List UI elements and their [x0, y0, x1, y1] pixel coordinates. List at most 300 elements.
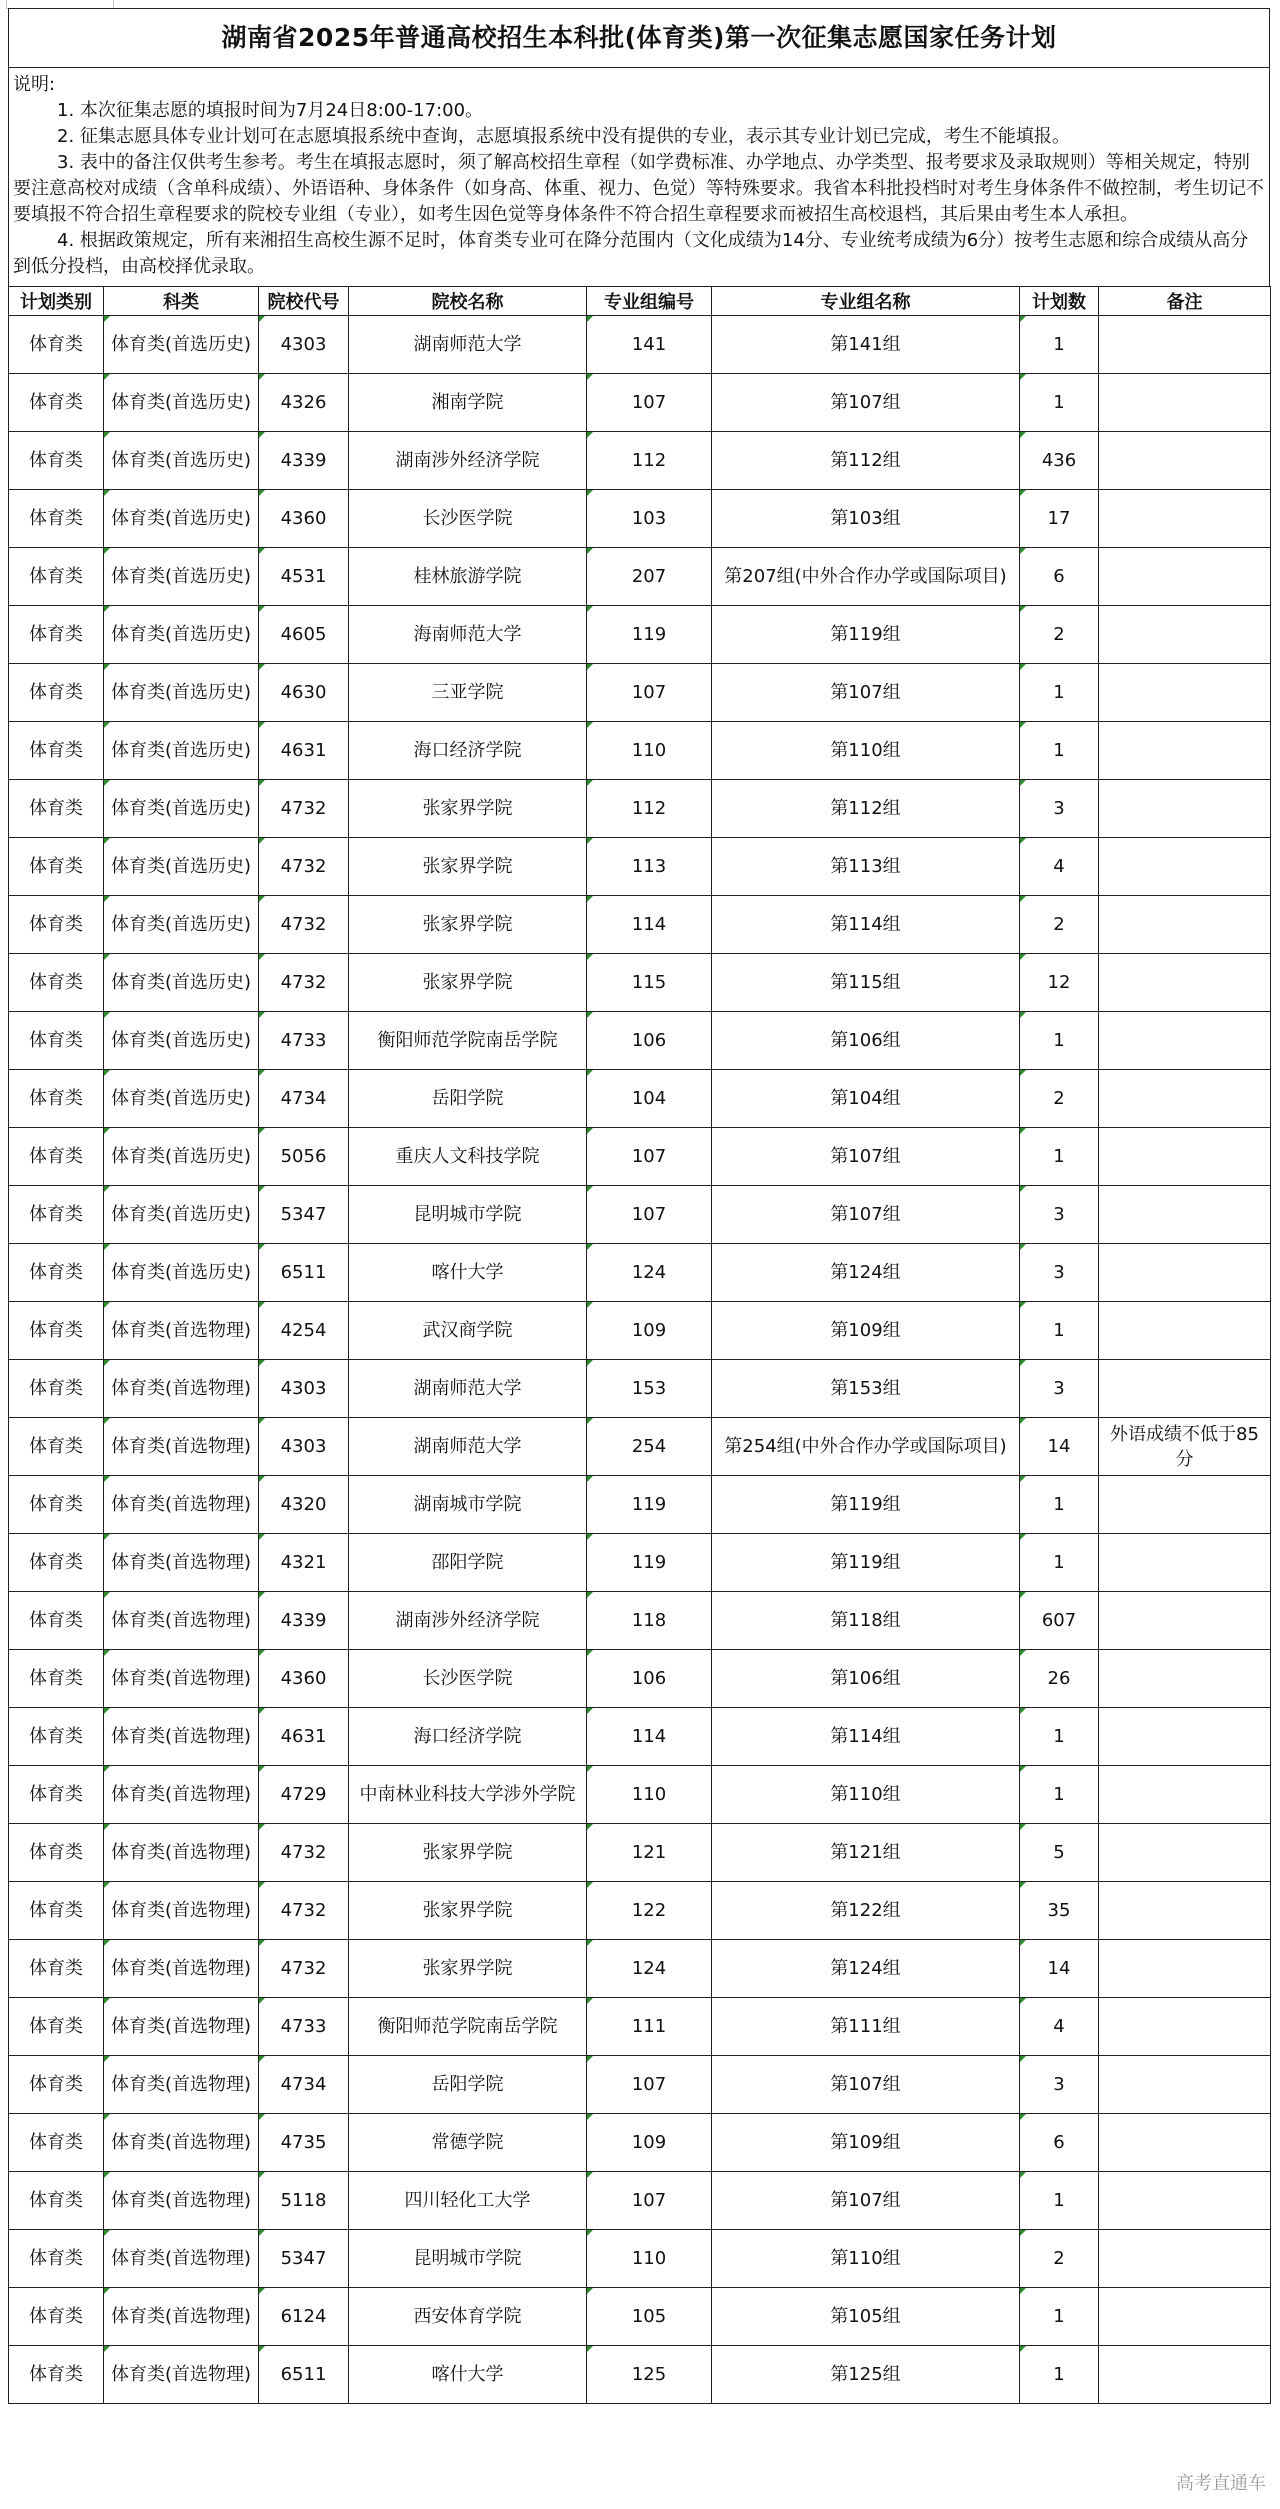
cell-group-name: 第107组: [712, 664, 1020, 722]
cell-plan-category: 体育类: [9, 1998, 104, 2056]
page-title: 湖南省2025年普通高校招生本科批(体育类)第一次征集志愿国家任务计划: [8, 8, 1270, 67]
table-row: [9, 1418, 1271, 1476]
cell-plan-count: 1: [1020, 2172, 1099, 2230]
cell-group-number: 112: [587, 780, 712, 838]
table-row: [9, 432, 1271, 490]
cell-subject-type: 体育类(首选历史): [104, 548, 259, 606]
notes-heading: 说明:: [13, 74, 56, 95]
cell-group-number: 110: [587, 1766, 712, 1824]
cell-plan-count: 4: [1020, 838, 1099, 896]
cell-school-name: 长沙医学院: [349, 490, 587, 548]
cell-plan-category: 体育类: [9, 1302, 104, 1360]
cell-remarks: [1099, 1012, 1271, 1070]
cell-plan-count: 1: [1020, 722, 1099, 780]
cell-remarks: [1099, 2288, 1271, 2346]
cell-subject-type: 体育类(首选历史): [104, 664, 259, 722]
table-row: [9, 2172, 1271, 2230]
cell-group-number: 125: [587, 2346, 712, 2404]
cell-group-name: 第124组: [712, 1940, 1020, 1998]
cell-subject-type: 体育类(首选物理): [104, 2056, 259, 2114]
cell-school-code: 5347: [259, 2230, 349, 2288]
cell-remarks: [1099, 1360, 1271, 1418]
table-row: [9, 1302, 1271, 1360]
cell-subject-type: 体育类(首选物理): [104, 1418, 259, 1476]
cell-plan-category: 体育类: [9, 1244, 104, 1302]
cell-plan-category: 体育类: [9, 1418, 104, 1476]
cell-plan-count: 1: [1020, 1766, 1099, 1824]
header-plan-category: 计划类别: [9, 287, 104, 316]
cell-school-code: 4631: [259, 1708, 349, 1766]
cell-group-number: 121: [587, 1824, 712, 1882]
cell-subject-type: 体育类(首选历史): [104, 1128, 259, 1186]
cell-subject-type: 体育类(首选物理): [104, 1476, 259, 1534]
cell-plan-category: 体育类: [9, 1766, 104, 1824]
cell-group-number: 106: [587, 1650, 712, 1708]
cell-school-name: 湖南涉外经济学院: [349, 1592, 587, 1650]
cell-school-name: 张家界学院: [349, 838, 587, 896]
cell-school-code: 4732: [259, 1940, 349, 1998]
cell-school-code: 5056: [259, 1128, 349, 1186]
cell-group-name: 第106组: [712, 1650, 1020, 1708]
cell-school-code: 4734: [259, 2056, 349, 2114]
cell-remarks: [1099, 1534, 1271, 1592]
cell-school-code: 6511: [259, 2346, 349, 2404]
cell-plan-category: 体育类: [9, 1882, 104, 1940]
cell-school-name: 湖南城市学院: [349, 1476, 587, 1534]
table-row: [9, 2346, 1271, 2404]
cell-group-number: 119: [587, 1534, 712, 1592]
note-item: 2. 征集志愿具体专业计划可在志愿填报系统中查询，志愿填报系统中没有提供的专业，表示其专业计划已完成，考生不能填报。: [57, 126, 1070, 147]
cell-school-name: 张家界学院: [349, 780, 587, 838]
cell-school-code: 4732: [259, 896, 349, 954]
cell-subject-type: 体育类(首选历史): [104, 1012, 259, 1070]
cell-school-code: 4732: [259, 954, 349, 1012]
cell-school-name: 岳阳学院: [349, 2056, 587, 2114]
cell-group-name: 第106组: [712, 1012, 1020, 1070]
cell-school-name: 三亚学院: [349, 664, 587, 722]
cell-group-number: 110: [587, 722, 712, 780]
cell-plan-count: 2: [1020, 1070, 1099, 1128]
cell-subject-type: 体育类(首选物理): [104, 2172, 259, 2230]
cell-group-name: 第254组(中外合作办学或国际项目): [712, 1418, 1020, 1476]
cell-group-number: 109: [587, 1302, 712, 1360]
cell-plan-count: 2: [1020, 896, 1099, 954]
notes-section: [8, 67, 1270, 286]
cell-plan-count: 14: [1020, 1418, 1099, 1476]
cell-remarks: [1099, 664, 1271, 722]
cell-subject-type: 体育类(首选历史): [104, 490, 259, 548]
cell-group-name: 第124组: [712, 1244, 1020, 1302]
cell-plan-category: 体育类: [9, 1534, 104, 1592]
cell-group-number: 107: [587, 374, 712, 432]
cell-subject-type: 体育类(首选物理): [104, 2230, 259, 2288]
cell-plan-count: 1: [1020, 1128, 1099, 1186]
cell-group-name: 第119组: [712, 606, 1020, 664]
cell-plan-category: 体育类: [9, 1070, 104, 1128]
cell-school-code: 4531: [259, 548, 349, 606]
table-row: [9, 1766, 1271, 1824]
cell-school-name: 张家界学院: [349, 896, 587, 954]
cell-group-name: 第107组: [712, 1128, 1020, 1186]
cell-school-code: 4320: [259, 1476, 349, 1534]
cell-school-code: 5118: [259, 2172, 349, 2230]
cell-plan-count: 26: [1020, 1650, 1099, 1708]
watermark: 高考直通车: [1176, 2473, 1266, 2494]
cell-group-name: 第107组: [712, 374, 1020, 432]
cell-plan-count: 1: [1020, 664, 1099, 722]
cell-group-name: 第115组: [712, 954, 1020, 1012]
cell-plan-category: 体育类: [9, 1360, 104, 1418]
cell-school-code: 6124: [259, 2288, 349, 2346]
cell-school-code: 5347: [259, 1186, 349, 1244]
cell-school-code: 4732: [259, 1824, 349, 1882]
cell-subject-type: 体育类(首选历史): [104, 838, 259, 896]
cell-remarks: [1099, 1186, 1271, 1244]
cell-school-name: 中南林业科技大学涉外学院: [349, 1766, 587, 1824]
cell-plan-count: 436: [1020, 432, 1099, 490]
cell-remarks: [1099, 780, 1271, 838]
cell-school-name: 海南师范大学: [349, 606, 587, 664]
cell-school-code: 4732: [259, 780, 349, 838]
cell-group-name: 第109组: [712, 2114, 1020, 2172]
cell-group-name: 第153组: [712, 1360, 1020, 1418]
cell-school-code: 4360: [259, 490, 349, 548]
cell-school-code: 4303: [259, 1360, 349, 1418]
cell-subject-type: 体育类(首选物理): [104, 2114, 259, 2172]
table-row: [9, 722, 1271, 780]
cell-group-number: 107: [587, 664, 712, 722]
plan-document: [8, 8, 1270, 2404]
cell-group-number: 104: [587, 1070, 712, 1128]
cell-remarks: [1099, 1302, 1271, 1360]
cell-plan-count: 1: [1020, 1476, 1099, 1534]
cell-group-number: 110: [587, 2230, 712, 2288]
cell-plan-count: 6: [1020, 2114, 1099, 2172]
table-body: [9, 316, 1271, 2404]
cell-plan-category: 体育类: [9, 722, 104, 780]
table-row: [9, 1360, 1271, 1418]
cell-group-number: 122: [587, 1882, 712, 1940]
cell-group-name: 第112组: [712, 432, 1020, 490]
table-row: [9, 838, 1271, 896]
cell-group-name: 第125组: [712, 2346, 1020, 2404]
cell-plan-count: 1: [1020, 374, 1099, 432]
table-row: [9, 2056, 1271, 2114]
cell-remarks: [1099, 1128, 1271, 1186]
header-plan-count: 计划数: [1020, 287, 1099, 316]
cell-remarks: [1099, 2230, 1271, 2288]
cell-school-name: 衡阳师范学院南岳学院: [349, 1998, 587, 2056]
cell-school-code: 4254: [259, 1302, 349, 1360]
cell-remarks: [1099, 1244, 1271, 1302]
cell-school-name: 湖南涉外经济学院: [349, 432, 587, 490]
cell-group-name: 第141组: [712, 316, 1020, 374]
cell-group-name: 第107组: [712, 2056, 1020, 2114]
table-row: [9, 954, 1271, 1012]
cell-remarks: [1099, 374, 1271, 432]
cell-school-code: 4631: [259, 722, 349, 780]
cell-group-number: 124: [587, 1244, 712, 1302]
cell-plan-category: 体育类: [9, 432, 104, 490]
cell-group-name: 第110组: [712, 1766, 1020, 1824]
cell-subject-type: 体育类(首选物理): [104, 1940, 259, 1998]
cell-group-number: 107: [587, 1128, 712, 1186]
cell-school-name: 海口经济学院: [349, 722, 587, 780]
cell-school-name: 昆明城市学院: [349, 1186, 587, 1244]
cell-remarks: [1099, 2056, 1271, 2114]
cell-school-code: 4605: [259, 606, 349, 664]
cell-school-code: 4732: [259, 1882, 349, 1940]
table-header-row: [9, 287, 1271, 316]
table-row: [9, 1186, 1271, 1244]
header-remarks: 备注: [1099, 287, 1271, 316]
cell-subject-type: 体育类(首选物理): [104, 1766, 259, 1824]
cell-school-name: 常德学院: [349, 2114, 587, 2172]
cell-school-code: 4732: [259, 838, 349, 896]
cell-plan-count: 1: [1020, 1302, 1099, 1360]
cell-remarks: [1099, 2114, 1271, 2172]
cell-plan-category: 体育类: [9, 1128, 104, 1186]
cell-group-name: 第112组: [712, 780, 1020, 838]
cell-subject-type: 体育类(首选物理): [104, 1824, 259, 1882]
cell-plan-count: 12: [1020, 954, 1099, 1012]
cell-group-name: 第113组: [712, 838, 1020, 896]
cell-school-name: 湖南师范大学: [349, 1360, 587, 1418]
cell-remarks: [1099, 1708, 1271, 1766]
cell-remarks: [1099, 2346, 1271, 2404]
table-row: [9, 548, 1271, 606]
cell-group-name: 第119组: [712, 1476, 1020, 1534]
cell-plan-count: 3: [1020, 1244, 1099, 1302]
cell-subject-type: 体育类(首选历史): [104, 1186, 259, 1244]
cell-remarks: [1099, 2172, 1271, 2230]
header-school-name: 院校名称: [349, 287, 587, 316]
cell-subject-type: 体育类(首选物理): [104, 1882, 259, 1940]
cell-plan-count: 1: [1020, 1708, 1099, 1766]
table-row: [9, 374, 1271, 432]
cell-school-code: 4339: [259, 432, 349, 490]
cell-group-number: 119: [587, 606, 712, 664]
cell-plan-count: 35: [1020, 1882, 1099, 1940]
cell-plan-category: 体育类: [9, 1708, 104, 1766]
cell-plan-count: 14: [1020, 1940, 1099, 1998]
cell-subject-type: 体育类(首选物理): [104, 1998, 259, 2056]
cell-plan-count: 3: [1020, 1186, 1099, 1244]
cell-school-code: 4321: [259, 1534, 349, 1592]
cell-subject-type: 体育类(首选历史): [104, 316, 259, 374]
table-row: [9, 1882, 1271, 1940]
cell-remarks: [1099, 1650, 1271, 1708]
cell-remarks: [1099, 838, 1271, 896]
cell-subject-type: 体育类(首选历史): [104, 606, 259, 664]
cell-subject-type: 体育类(首选历史): [104, 1244, 259, 1302]
cell-group-number: 141: [587, 316, 712, 374]
cell-school-name: 张家界学院: [349, 954, 587, 1012]
header-school-code: 院校代号: [259, 287, 349, 316]
cell-group-number: 113: [587, 838, 712, 896]
cell-school-name: 四川轻化工大学: [349, 2172, 587, 2230]
table-row: [9, 1824, 1271, 1882]
cell-remarks: [1099, 1766, 1271, 1824]
cell-subject-type: 体育类(首选历史): [104, 432, 259, 490]
cell-group-name: 第110组: [712, 2230, 1020, 2288]
cell-school-code: 4735: [259, 2114, 349, 2172]
cell-plan-count: 6: [1020, 548, 1099, 606]
cell-plan-count: 1: [1020, 2288, 1099, 2346]
table-row: [9, 316, 1271, 374]
cell-plan-category: 体育类: [9, 2288, 104, 2346]
cell-remarks: [1099, 1592, 1271, 1650]
cell-school-code: 4630: [259, 664, 349, 722]
table-row: [9, 1244, 1271, 1302]
cell-plan-count: 5: [1020, 1824, 1099, 1882]
table-row: [9, 1592, 1271, 1650]
cell-subject-type: 体育类(首选历史): [104, 896, 259, 954]
table-row: [9, 1998, 1271, 2056]
cell-school-name: 喀什大学: [349, 2346, 587, 2404]
cell-school-name: 张家界学院: [349, 1824, 587, 1882]
cell-group-name: 第114组: [712, 896, 1020, 954]
table-row: [9, 2230, 1271, 2288]
cell-group-number: 107: [587, 2172, 712, 2230]
cell-group-number: 114: [587, 1708, 712, 1766]
cell-group-name: 第111组: [712, 1998, 1020, 2056]
cell-school-code: 4733: [259, 1012, 349, 1070]
cell-group-number: 112: [587, 432, 712, 490]
cell-subject-type: 体育类(首选物理): [104, 1708, 259, 1766]
cell-school-name: 湖南师范大学: [349, 1418, 587, 1476]
cell-group-name: 第118组: [712, 1592, 1020, 1650]
table-row: [9, 1128, 1271, 1186]
cell-group-name: 第121组: [712, 1824, 1020, 1882]
cell-remarks: [1099, 1070, 1271, 1128]
cell-subject-type: 体育类(首选物理): [104, 1650, 259, 1708]
cell-group-number: 115: [587, 954, 712, 1012]
cell-plan-category: 体育类: [9, 1824, 104, 1882]
table-row: [9, 896, 1271, 954]
cell-subject-type: 体育类(首选历史): [104, 374, 259, 432]
cell-subject-type: 体育类(首选历史): [104, 722, 259, 780]
note-item: 3. 表中的备注仅供考生参考。考生在填报志愿时，须了解高校招生章程（如学费标准、办学地点、办学类型、报考要求及录取规则）等相关规定，特别要注意高校对成绩（含单科成绩）、外语语种、身体条件（如身高、体重、视力、色觉）等特殊要求。我省本科批投档时对考生身体条件不做控制，考生切记不要填报不符合招生章程要求的院校专业组（专业），如考生因色觉等身体条件不符合招生章程要求而被招生高校退档，其后果由考生本人承担。: [13, 152, 1264, 225]
cell-plan-category: 体育类: [9, 1592, 104, 1650]
cell-school-code: 4339: [259, 1592, 349, 1650]
cell-school-name: 长沙医学院: [349, 1650, 587, 1708]
cell-plan-category: 体育类: [9, 664, 104, 722]
cell-subject-type: 体育类(首选物理): [104, 1534, 259, 1592]
cell-school-name: 昆明城市学院: [349, 2230, 587, 2288]
cell-plan-category: 体育类: [9, 2346, 104, 2404]
cell-plan-category: 体育类: [9, 1012, 104, 1070]
cell-plan-count: 1: [1020, 2346, 1099, 2404]
cell-group-name: 第119组: [712, 1534, 1020, 1592]
cell-remarks: [1099, 1940, 1271, 1998]
table-row: [9, 1534, 1271, 1592]
cell-school-name: 桂林旅游学院: [349, 548, 587, 606]
cell-plan-category: 体育类: [9, 548, 104, 606]
cell-plan-category: 体育类: [9, 838, 104, 896]
cell-plan-count: 3: [1020, 2056, 1099, 2114]
note-item: 1. 本次征集志愿的填报时间为7月24日8:00-17:00。: [57, 100, 484, 121]
cell-group-number: 103: [587, 490, 712, 548]
cell-school-code: 6511: [259, 1244, 349, 1302]
cell-group-name: 第207组(中外合作办学或国际项目): [712, 548, 1020, 606]
header-subject-type: 科类: [104, 287, 259, 316]
cell-plan-count: 17: [1020, 490, 1099, 548]
cell-group-name: 第107组: [712, 2172, 1020, 2230]
cell-plan-category: 体育类: [9, 316, 104, 374]
header-group-name: 专业组名称: [712, 287, 1020, 316]
cell-plan-count: 2: [1020, 2230, 1099, 2288]
plan-table: [8, 286, 1271, 2404]
cell-plan-category: 体育类: [9, 954, 104, 1012]
cell-remarks: [1099, 606, 1271, 664]
cell-school-name: 重庆人文科技学院: [349, 1128, 587, 1186]
cell-school-code: 4303: [259, 1418, 349, 1476]
cell-plan-category: 体育类: [9, 606, 104, 664]
cell-plan-count: 607: [1020, 1592, 1099, 1650]
table-row: [9, 606, 1271, 664]
cell-group-number: 106: [587, 1012, 712, 1070]
cell-plan-count: 3: [1020, 1360, 1099, 1418]
cell-group-number: 107: [587, 2056, 712, 2114]
table-row: [9, 490, 1271, 548]
cell-group-name: 第104组: [712, 1070, 1020, 1128]
cell-remarks: [1099, 1476, 1271, 1534]
cell-remarks: [1099, 432, 1271, 490]
cell-group-number: 111: [587, 1998, 712, 2056]
cell-school-code: 4733: [259, 1998, 349, 2056]
table-row: [9, 1070, 1271, 1128]
cell-school-name: 西安体育学院: [349, 2288, 587, 2346]
table-row: [9, 2114, 1271, 2172]
cell-plan-count: 1: [1020, 316, 1099, 374]
cell-plan-category: 体育类: [9, 2056, 104, 2114]
cell-school-name: 湖南师范大学: [349, 316, 587, 374]
cell-remarks: [1099, 722, 1271, 780]
cell-group-name: 第122组: [712, 1882, 1020, 1940]
cell-subject-type: 体育类(首选物理): [104, 2346, 259, 2404]
cell-school-name: 邵阳学院: [349, 1534, 587, 1592]
cell-plan-category: 体育类: [9, 2230, 104, 2288]
table-row: [9, 664, 1271, 722]
cell-group-number: 207: [587, 548, 712, 606]
cell-remarks: [1099, 548, 1271, 606]
cell-group-number: 109: [587, 2114, 712, 2172]
cell-group-number: 105: [587, 2288, 712, 2346]
cell-remarks: [1099, 896, 1271, 954]
cell-subject-type: 体育类(首选历史): [104, 780, 259, 838]
cell-subject-type: 体育类(首选历史): [104, 1070, 259, 1128]
cell-plan-category: 体育类: [9, 2172, 104, 2230]
cell-school-name: 张家界学院: [349, 1940, 587, 1998]
cell-group-name: 第114组: [712, 1708, 1020, 1766]
cell-group-number: 124: [587, 1940, 712, 1998]
cell-school-name: 喀什大学: [349, 1244, 587, 1302]
cell-group-name: 第103组: [712, 490, 1020, 548]
cell-school-code: 4734: [259, 1070, 349, 1128]
cell-group-number: 254: [587, 1418, 712, 1476]
cell-plan-category: 体育类: [9, 780, 104, 838]
cell-plan-count: 1: [1020, 1012, 1099, 1070]
cell-subject-type: 体育类(首选历史): [104, 954, 259, 1012]
cell-plan-count: 3: [1020, 780, 1099, 838]
cell-school-name: 岳阳学院: [349, 1070, 587, 1128]
cell-group-name: 第107组: [712, 1186, 1020, 1244]
cell-plan-category: 体育类: [9, 1476, 104, 1534]
cell-school-name: 衡阳师范学院南岳学院: [349, 1012, 587, 1070]
cell-plan-category: 体育类: [9, 896, 104, 954]
table-row: [9, 1012, 1271, 1070]
